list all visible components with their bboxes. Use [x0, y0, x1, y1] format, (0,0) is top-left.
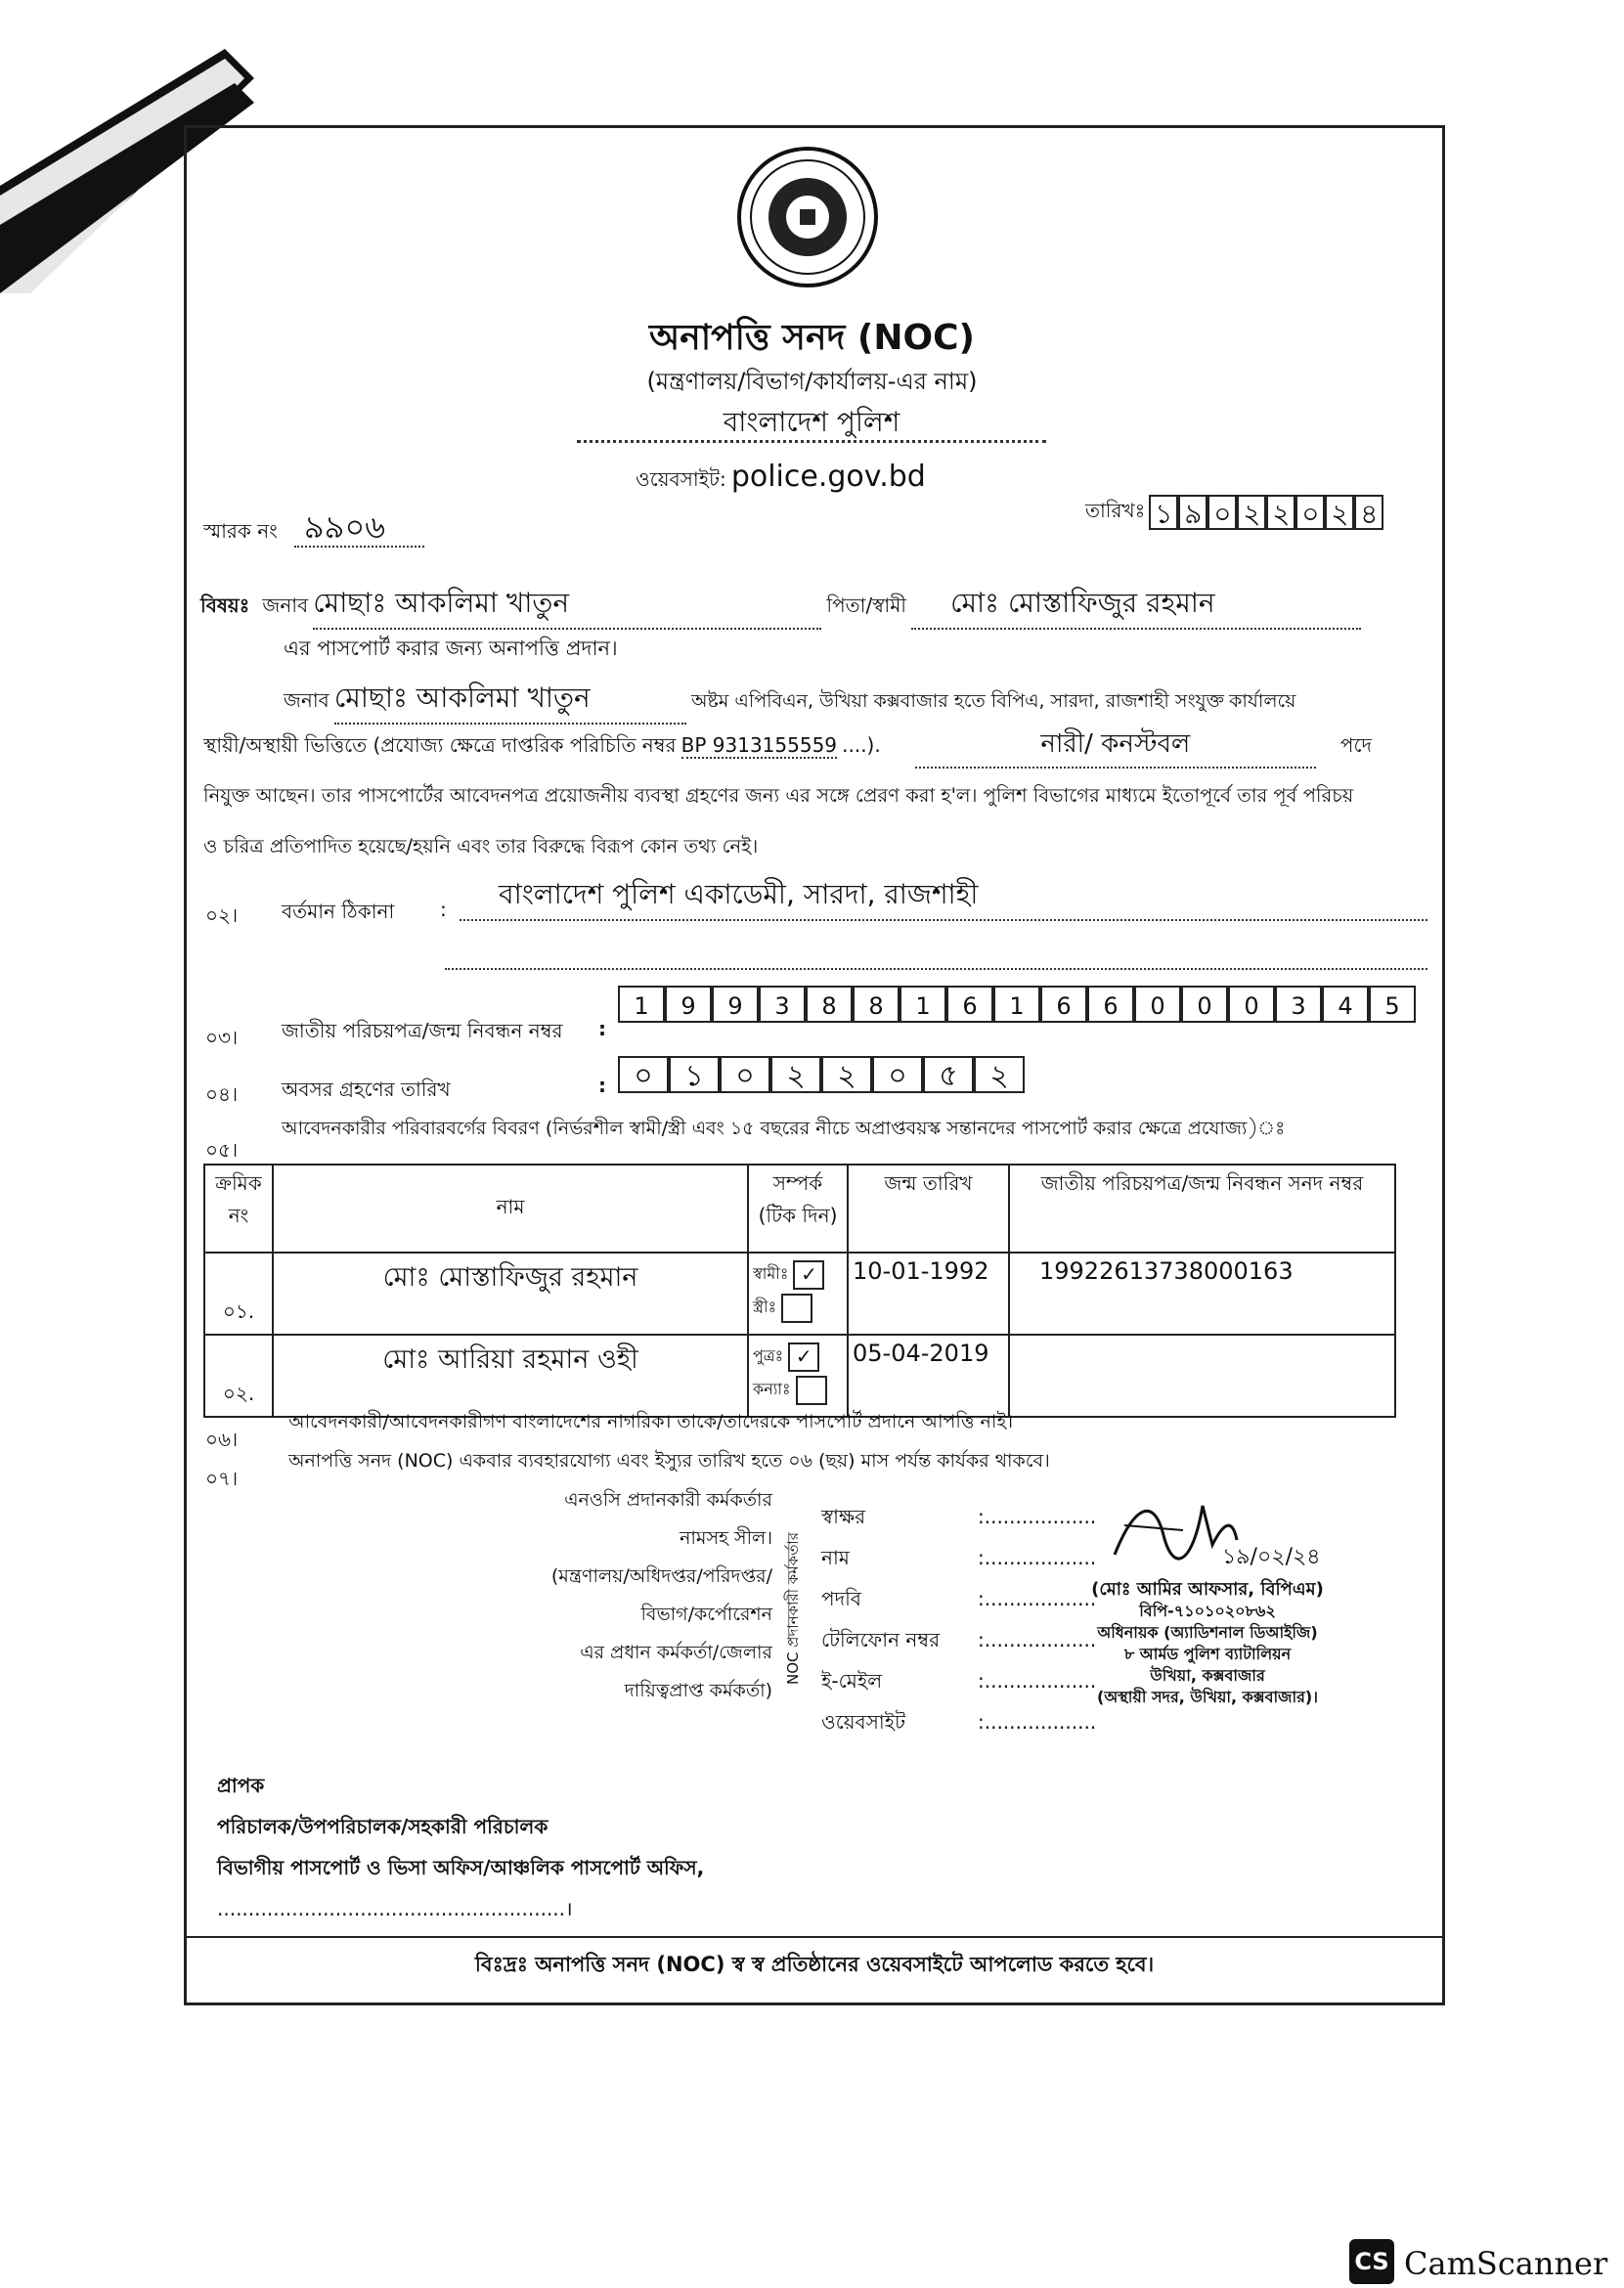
divider [577, 440, 1046, 443]
address-value: বাংলাদেশ পুলিশ একাডেমী, সারদা, রাজশাহী [460, 873, 1427, 921]
nid-digit-box: 1 [900, 986, 946, 1023]
para-line1 [284, 677, 1437, 725]
para-name: মোছাঃ আকলিমা খাতুন [334, 677, 686, 725]
stamp-line: উখিয়া, কক্সবাজার [1150, 1666, 1265, 1685]
nid-digit-box: 6 [1087, 986, 1134, 1023]
basis-text: স্থায়ী/অস্থায়ী ভিত্তিতে (প্রযোজ্য ক্ষেত্রে দাপ্তরিক পরিচিতি নম্বর [203, 733, 677, 757]
row-serial: ০২. [204, 1335, 273, 1417]
nid-digit-box: 9 [665, 986, 712, 1023]
th-serial: ক্রমিক নং [204, 1165, 273, 1253]
vertical-label: NOC প্রদানকারী কর্মকর্তার [784, 1532, 802, 1685]
nid-digit-box: 9 [712, 986, 759, 1023]
footer-divider [184, 1936, 1445, 1938]
field-name [821, 1537, 940, 1578]
subject-line2: এর পাসপোর্ট করার জন্য অনাপত্তি প্রদান। [284, 637, 618, 660]
stamp-line: ৮ আর্মড পুলিশ ব্যাটালিয়ন [1123, 1645, 1292, 1663]
footer-note: বিঃদ্রঃ অনাপত্তি সনদ (NOC) স্ব স্ব প্রতিষ্ঠানের ওয়েবসাইটে আপলোড করতে হবে। [474, 1953, 1155, 1976]
nid-digit-box: 5 [1369, 986, 1416, 1023]
nid-digit-box: 3 [759, 986, 806, 1023]
retire-boxes [618, 1056, 1025, 1093]
field-label: স্বাক্ষর [821, 1505, 866, 1528]
official-stamp [1046, 1579, 1369, 1708]
nid-digit-box: 6 [1040, 986, 1087, 1023]
date-digit-box: ০ [1207, 495, 1237, 530]
field-designation [821, 1578, 940, 1619]
retire-digit-box: ০ [872, 1056, 923, 1093]
row-nid [1009, 1335, 1395, 1417]
signatory-colons: :.................. :.................. :.................. :.................. :.................. :.................. [978, 1505, 1097, 1734]
para-line2 [203, 724, 1435, 769]
stamp-line: অধিনায়ক (অ্যাডিশনাল ডিআইজি) [1097, 1623, 1318, 1642]
recipient-line3: ........................................................। [217, 1897, 573, 1920]
table-row [204, 1253, 1395, 1335]
retire-digit-box: ২ [974, 1056, 1025, 1093]
item-03-number: ০৩। [205, 1026, 239, 1049]
signatory-line: নামসহ সীল। [680, 1527, 772, 1549]
item-06-text: আবেদনকারী/আবেদনকারীগণ বাংলাদেশের নাগরিক। তাকে/তাদেরকে পাসপোর্ট প্রদানে আপত্তি নাই। [288, 1411, 1014, 1432]
item-06-number: ০৬। [205, 1428, 239, 1451]
subject-mr: জনাব [262, 594, 309, 617]
th-name: নাম [273, 1165, 748, 1253]
rel2-checkbox[interactable] [781, 1294, 812, 1323]
nid-digit-box: 6 [946, 986, 993, 1023]
nid-digit-box: 0 [1134, 986, 1181, 1023]
retire-digit-box: ১ [669, 1056, 720, 1093]
signatory-fields [821, 1496, 940, 1742]
signature-date: ১৯/০২/২৪ [1222, 1545, 1321, 1569]
memo-number: ৯৯০৬ [294, 508, 424, 548]
retire-digit-box: ২ [821, 1056, 872, 1093]
field-phone [821, 1619, 940, 1660]
designation: নারী/ কনস্টবল [915, 724, 1316, 769]
date-digit-box: ২ [1266, 495, 1295, 530]
signatory-line: এনওসি প্রদানকারী কর্মকর্তার [564, 1489, 772, 1511]
subject-label: বিষয়ঃ [200, 594, 250, 617]
date-digit-box: ৪ [1354, 495, 1383, 530]
vertical-label-wrap [782, 1491, 812, 1726]
field-label: টেলিফোন নম্বর [821, 1628, 941, 1651]
recipient-line2: বিভাগীয় পাসপোর্ট ও ভিসা অফিস/আঞ্চলিক পাসপোর্ট অফিস, [217, 1856, 705, 1879]
stamp-line: (অস্থায়ী সদর, উখিয়া, কক্সবাজার)। [1097, 1688, 1318, 1706]
item-07-number: ০৭। [205, 1467, 239, 1490]
nid-digit-box: 0 [1228, 986, 1275, 1023]
date-boxes [1149, 495, 1383, 530]
stamp-line: (মোঃ আমির আফসার, বিপিএম) [1091, 1579, 1324, 1600]
doc-subtitle: (মন্ত্রণালয়/বিভাগ/কার্যালয়-এর নাম) [646, 368, 978, 395]
th-relation: সম্পর্ক (টিক দিন) [748, 1165, 848, 1253]
para-line3: নিযুক্ত আছেন। তার পাসপোর্টের আবেদনপত্র প্রয়োজনীয় ব্যবস্থা গ্রহণের জন্য এর সঙ্গে প্রেরণ করা হ'ল। পুলিশ বিভাগের মাধ্যমে ইতোপূর্বে তার পূর্ব পরিচয় [203, 784, 1354, 807]
field-email [821, 1660, 940, 1701]
rel2-checkbox[interactable] [796, 1376, 827, 1405]
retire-digit-box: ২ [770, 1056, 821, 1093]
retire-digit-box: ০ [720, 1056, 770, 1093]
nid-digit-box: 3 [1275, 986, 1322, 1023]
para-mr: জনাব [284, 688, 329, 712]
th-nid: জাতীয় পরিচয়পত্র/জন্ম নিবন্ধন সনদ নম্বর [1009, 1165, 1395, 1253]
row-relation [748, 1335, 848, 1417]
retire-colon: : [598, 1074, 606, 1097]
signatory-left [489, 1481, 772, 1710]
camscanner-logo-icon: CS [1349, 2239, 1394, 2284]
date-digit-box: ০ [1295, 495, 1325, 530]
date-digit-box: ২ [1325, 495, 1354, 530]
row-nid: 19922613738000163 [1009, 1253, 1395, 1335]
recipient-block [217, 1765, 704, 1929]
memo-row [203, 503, 424, 555]
recipient-line1: পরিচালক/উপপরিচালক/সহকারী পরিচালক [217, 1815, 549, 1838]
row-name: মোঃ আরিয়া রহমান ওহী [273, 1335, 748, 1417]
signatory-line: এর প্রধান কর্মকর্তা/জেলার [580, 1642, 772, 1663]
para-office-suffix: কার্যালয়ে [1229, 690, 1296, 712]
retire-label: অবসর গ্রহণের তারিখ [282, 1078, 451, 1101]
table-row [204, 1335, 1395, 1417]
nid-digit-box: 1 [618, 986, 665, 1023]
nid-digit-box: 1 [993, 986, 1040, 1023]
stamp-line: বিপি-৭১০১০২০৮৬২ [1139, 1602, 1276, 1620]
signatory-line: বিভাগ/কর্পোরেশন [640, 1604, 772, 1625]
family-table [203, 1164, 1396, 1418]
date-label: তারিখঃ [1085, 498, 1146, 522]
memo-label: স্মারক নং [203, 519, 278, 543]
org-name: বাংলাদেশ পুলিশ [723, 406, 900, 438]
nid-digit-box: 4 [1322, 986, 1369, 1023]
bp-number: BP 9313155559 [680, 733, 838, 757]
th-dob: জন্ম তারিখ [848, 1165, 1009, 1253]
retire-digit-box: ০ [618, 1056, 669, 1093]
date-digit-box: ২ [1237, 495, 1266, 530]
rel1-checkbox[interactable]: ✓ [788, 1342, 819, 1372]
rel1-label: স্বামীঃ [753, 1264, 789, 1283]
father-label: পিতা/স্বামী [826, 594, 907, 617]
row-serial: ০১. [204, 1253, 273, 1335]
website-label: ওয়েবসাইট: [636, 467, 726, 491]
field-label: ওয়েবসাইট [821, 1710, 905, 1734]
para-line4: ও চরিত্র প্রতিপাদিত হয়েছে/হয়নি এবং তার বিরুদ্ধে বিরূপ কোন তথ্য নেই। [203, 835, 759, 858]
row-relation [748, 1253, 848, 1335]
para-office: অষ্টম এপিবিএন, উখিয়া কক্সবাজার হতে বিপিএ, সারদা, রাজশাহী সংযুক্ত [690, 690, 1225, 712]
address-label: বর্তমান ঠিকানা [282, 900, 395, 923]
government-seal-icon [735, 145, 880, 289]
field-label: নাম [821, 1546, 850, 1569]
doc-title: অনাপত্তি সনদ (NOC) [649, 318, 975, 358]
signature-image [1105, 1486, 1242, 1574]
field-label: ই-মেইল [821, 1669, 883, 1693]
website-row [636, 460, 926, 498]
address-colon: : [440, 898, 447, 921]
item-02-number: ০২। [205, 903, 239, 927]
address-line2 [445, 968, 1427, 970]
date-digit-box: ৯ [1178, 495, 1207, 530]
recipient-label: প্রাপক [217, 1774, 265, 1797]
subject-row [200, 582, 1432, 630]
item-07-text: অনাপত্তি সনদ (NOC) একবার ব্যবহারযোগ্য এবং ইস্যুর তারিখ হতে ০৬ (ছয়) মাস পর্যন্ত কার্যকর থাকবে। [288, 1450, 1050, 1472]
date-digit-box: ১ [1149, 495, 1178, 530]
nid-digit-box: 8 [806, 986, 853, 1023]
field-label: পদবি [821, 1587, 861, 1610]
camscanner-text: CamScanner [1404, 2245, 1608, 2282]
date-row [1085, 495, 1383, 530]
field-signature [821, 1496, 940, 1537]
rel2-label: কন্যাঃ [753, 1380, 791, 1398]
signatory-line: দায়িত্বপ্রাপ্ত কর্মকর্তা) [624, 1680, 772, 1701]
item-04-number: ০৪। [205, 1082, 239, 1106]
rel1-label: পুত্রঃ [753, 1346, 784, 1365]
row-dob: 10-01-1992 [848, 1253, 1009, 1335]
field-website [821, 1701, 940, 1742]
rel1-checkbox[interactable]: ✓ [793, 1260, 824, 1290]
father-name: মোঃ মোস্তাফিজুর রহমান [911, 582, 1361, 630]
signatory-line: (মন্ত্রণালয়/অধিদপ্তর/পরিদপ্তর/ [550, 1565, 772, 1587]
nid-digit-box: 8 [853, 986, 900, 1023]
nid-boxes [618, 986, 1416, 1023]
row-dob: 05-04-2019 [848, 1335, 1009, 1417]
subject-name: মোছাঃ আকলিমা খাতুন [313, 582, 821, 630]
rel2-label: স্ত্রীঃ [753, 1298, 777, 1316]
item-05-number: ০৫। [205, 1138, 239, 1162]
retire-digit-box: ৫ [923, 1056, 974, 1093]
nid-colon: : [598, 1017, 606, 1040]
nid-label: জাতীয় পরিচয়পত্র/জন্ম নিবন্ধন নম্বর [282, 1019, 563, 1042]
basis-end: ....). [842, 733, 881, 757]
designation-suffix: পদে [1339, 733, 1373, 757]
nid-digit-box: 0 [1181, 986, 1228, 1023]
website-value: police.gov.bd [730, 460, 926, 494]
row-name: মোঃ মোস্তাফিজুর রহমান [273, 1253, 748, 1335]
family-label: আবেদনকারীর পরিবারবর্গের বিবরণ (নির্ভরশীল স্বামী/স্ত্রী এবং ১৫ বছরের নীচে অপ্রাপ্তবয়স্ক সন্তানদের পাসপোর্ট করার ক্ষেত্রে প্রযোজ্য)ঃ [282, 1118, 1286, 1139]
